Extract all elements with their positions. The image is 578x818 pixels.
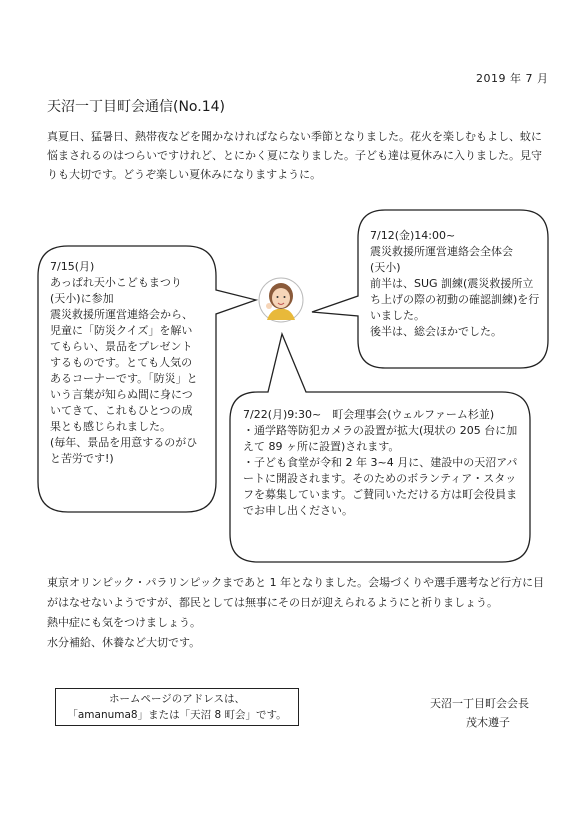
newsletter-title: 天沼一丁目町会通信(No.14): [47, 99, 225, 115]
signature-role: 天沼一丁目町会会長: [430, 697, 529, 710]
closing-paragraph: 東京オリンピック・パラリンピックまであと 1 年となりました。会場づくりや選手選考など行方に目がはなせないようですが、都民としては無事にその日が迎えられるようにと祈りましょう。 熱中症にも気をつけましょう。 水分補給、休養など大切です。: [47, 576, 545, 649]
left-bubble-text: 7/15(月) あっぱれ天小こどもまつり (天小)に参加 震災救援所運営連絡会から、児童に「防災クイズ」を解いてもらい、景品をプレゼントするものです。とても人気のあるコーナーです。「防災」という言葉が知らぬ間に身についてきて、これもひとつの成果とも感じられました。 (毎年、景品を用意するのがひと苦労です!): [50, 260, 198, 465]
bottom-bubble-text: 7/22(月)9:30~ 町会理事会(ウェルファーム杉並) ・通学路等防犯カメラの設置が拡大(現状の 205 台に加えて 89 ヶ所に設置)されます。 ・子ども食堂が令和 2 年 3~4 月に、建設中の天沼アパートに開設されます。そのためのボランティア・スタッフを募集しています。ご賛同いただける方は町会役員までお申し出ください。: [243, 408, 518, 517]
right-bubble-text: 7/12(金)14:00~ 震災救援所運営連絡会全体会 (天小) 前半は、SUG 訓練(震災救援所立ち上げの際の初動の確認訓練)を行いました。 後半は、総会ほかでした。: [370, 229, 540, 338]
signature-name: 茂木遵子: [466, 716, 510, 729]
signature-block: [430, 694, 529, 732]
homepage-notice-box: [55, 688, 299, 726]
issue-date: 2019 年 7 月: [476, 72, 549, 85]
woman-avatar-icon: [259, 278, 303, 322]
intro-paragraph: 真夏日、猛暑日、熱帯夜などを聞かなければならない季節となりました。花火を楽しむもよし、蚊に悩まされるのはつらいですけれど、とにかく夏になりました。子ども達は夏休みに入りました。見守りも大切です。どうぞ楽しい夏休みになりますように。: [47, 130, 542, 181]
notice-line-2: 「amanuma8」または「天沼 8 町会」です。: [67, 709, 287, 721]
notice-line-1: ホームページのアドレスは、: [109, 693, 245, 705]
